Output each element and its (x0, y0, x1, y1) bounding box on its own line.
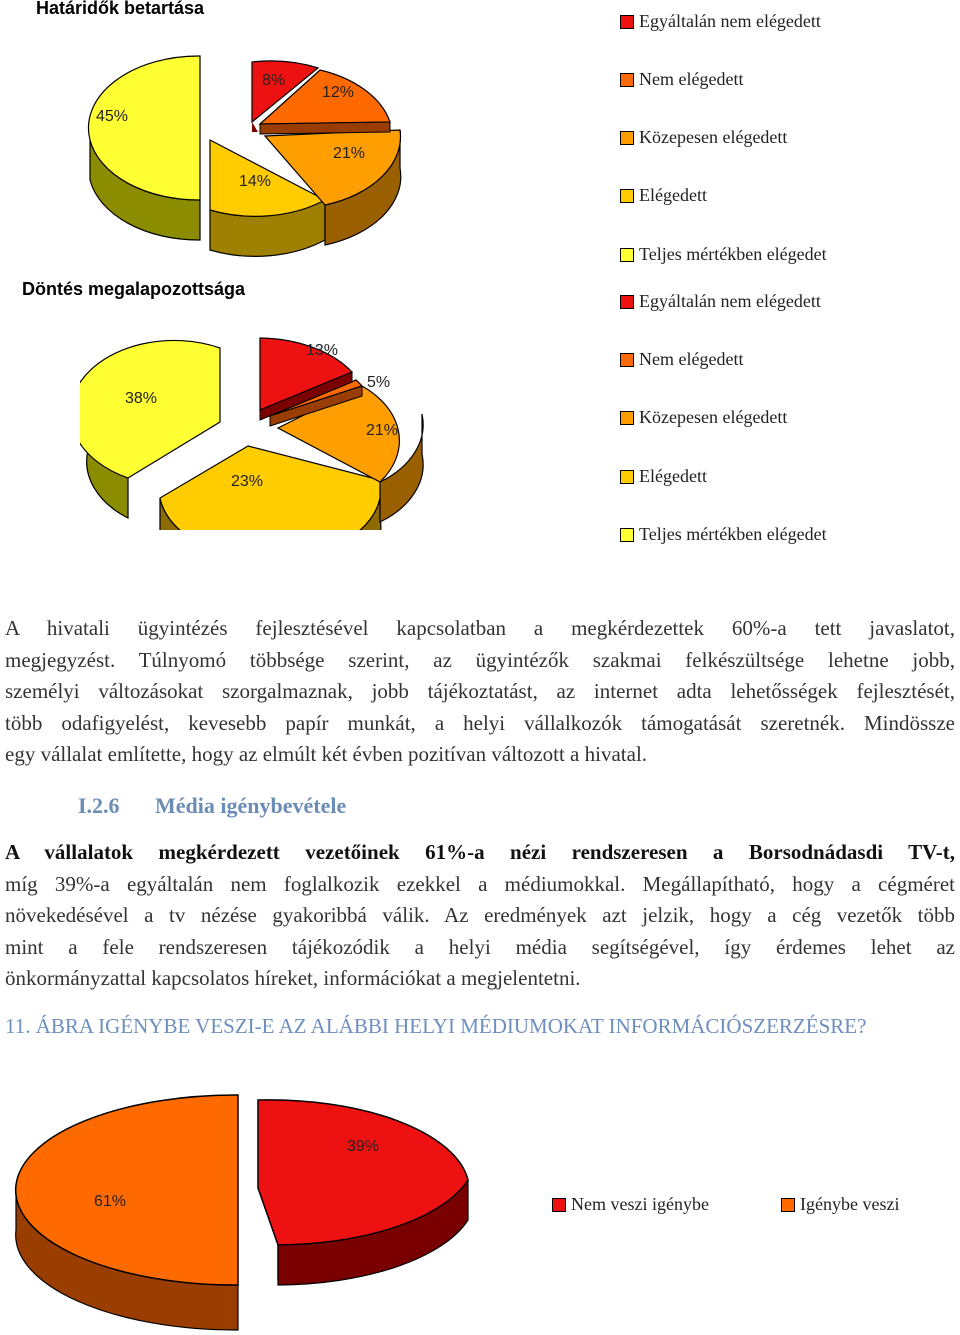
chart2-label-38: 38% (125, 390, 158, 407)
legend-label: Elégedett (639, 185, 707, 205)
chart2-title: Döntés megalapozottsága (22, 279, 246, 299)
chart1-label-12: 12% (322, 84, 355, 101)
paragraph-suggestions (5, 613, 955, 771)
legend-label: Elégedett (639, 466, 707, 486)
chart2-legend-item (620, 349, 743, 370)
legend-label: Közepesen elégedett (639, 127, 788, 147)
chart1-legend-item (620, 185, 707, 206)
legend-swatch (620, 353, 634, 367)
section-title: Média igénybevétele (155, 793, 347, 818)
paragraph-media (5, 837, 955, 995)
legend-label: Nem elégedett (639, 349, 744, 369)
legend-label: Nem veszi igénybe (571, 1194, 709, 1214)
paragraph-line: személyi változásokat szorgalmaznak, jobb tájékoztatást, az internet adta lehetősségek fejlesztését, (5, 679, 955, 703)
chart3-label-61: 61% (94, 1193, 127, 1210)
paragraph-line: több odafigyelést, kevesebb papír munkát, a helyi vállalkozók támogatását szeretnék. Mindössze (5, 710, 955, 735)
legend-swatch (620, 15, 634, 29)
chart1-title: Határidők betartása (36, 0, 205, 18)
paragraph-line: míg 39%-a egyáltalán nem foglalkozik ezekkel a médiumokkal. Megállapítható, hogy a cégméret (5, 871, 955, 896)
legend-label: Nem elégedett (639, 69, 744, 89)
legend-swatch (620, 295, 634, 309)
chart3-pie (8, 1080, 528, 1335)
legend-swatch (620, 470, 634, 484)
chart2-legend-item (620, 466, 707, 487)
chart2-legend-item (620, 291, 821, 312)
chart3-label-39: 39% (347, 1138, 380, 1155)
chart1-label-45: 45% (96, 108, 129, 125)
section-number: I.2.6 (78, 793, 120, 818)
legend-label: Közepesen elégedett (639, 407, 788, 427)
chart2-legend-item (620, 524, 827, 545)
figure-caption: 11. ÁBRA IGÉNYBE VESZI-E AZ ALÁBBI HELYI MÉDIUMOKAT INFORMÁCIÓSZERZÉSRE? (5, 1014, 867, 1038)
legend-label: Teljes mértékben elégedet (639, 244, 827, 264)
legend-swatch (620, 528, 634, 542)
chart2-label-13: 13% (306, 342, 339, 359)
chart2-label-23: 23% (231, 473, 264, 490)
legend-swatch (552, 1198, 566, 1212)
chart3-legend-item (552, 1194, 709, 1215)
legend-label: Egyáltalán nem elégedett (639, 291, 821, 311)
chart1-label-14: 14% (239, 173, 272, 190)
legend-label: Igénybe veszi (800, 1194, 900, 1214)
legend-swatch (781, 1198, 795, 1212)
chart1-label-21: 21% (333, 145, 366, 162)
paragraph-line: A hivatali ügyintézés fejlesztésével kapcsolatban a megkérdezettek 60%-a tett javaslatot, (5, 616, 955, 640)
legend-swatch (620, 248, 634, 262)
chart1-legend-item (620, 69, 743, 90)
chart2-slice-38 (80, 340, 220, 478)
chart1-pie (60, 40, 440, 260)
paragraph-line: egy vállalat említette, hogy az elmúlt két évben pozitívan változott a hivatal. (5, 742, 648, 766)
legend-label: Teljes mértékben elégedet (639, 524, 827, 544)
chart2-label-5: 5% (367, 374, 391, 391)
legend-swatch (620, 73, 634, 87)
legend-label: Egyáltalán nem elégedett (639, 11, 821, 31)
chart1-legend-item (620, 244, 827, 265)
legend-swatch (620, 411, 634, 425)
paragraph-line: mint a fele rendszeresen tájékozódik a helyi média segítségével, így érdemes lehet az (5, 934, 955, 959)
chart3-legend-item (781, 1194, 899, 1215)
chart1-legend-item (620, 11, 821, 32)
chart1-label-8: 8% (262, 72, 286, 89)
chart1-legend-item (620, 127, 787, 148)
chart2-label-21: 21% (366, 422, 399, 439)
legend-swatch (620, 189, 634, 203)
paragraph-line: növekedésével a tv nézése gyakoribbá válik. Az eredmények azt jelzik, hogy a cég vezetők több (5, 903, 955, 927)
paragraph-line: önkormányzattal kapcsolatos híreket, információkat a megjelentetni. (5, 966, 581, 990)
paragraph-line: megjegyzést. Túlnyomó többsége szerint, az ügyintézők szakmai felkészültsége lehetne jobb, (5, 647, 955, 672)
legend-swatch (620, 131, 634, 145)
paragraph-bold-line: A vállalatok megkérdezett vezetőinek 61%-a nézi rendszeresen a Borsodnádasdi TV-t, (5, 840, 955, 864)
chart2-legend-item (620, 407, 787, 428)
